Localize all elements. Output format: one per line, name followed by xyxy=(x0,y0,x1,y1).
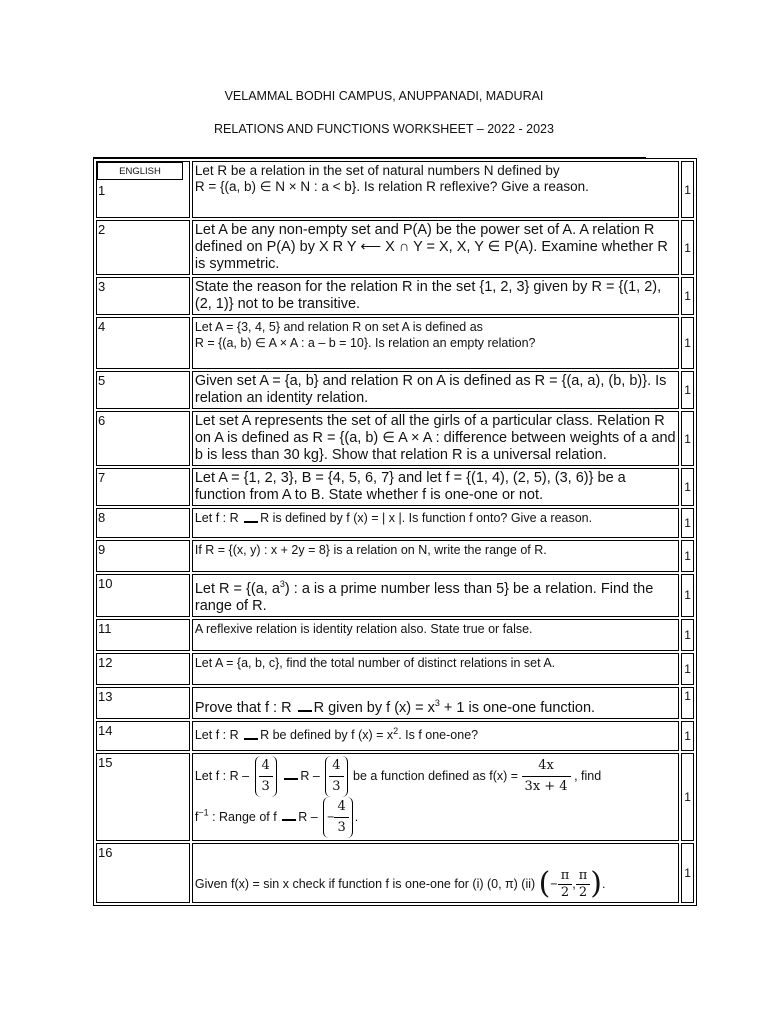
question-text: State the reason for the relation R in the set {1, 2, 3} given by R = {(1, 2), (2, 1)} not to be transitive. xyxy=(192,277,679,315)
marks: 1 xyxy=(681,468,694,506)
question-text: Prove that f : R R given by f $(x) = x^3 + 1$ is one-one function. xyxy=(192,687,679,719)
set-four-thirds: $\frac{4}{3}$ xyxy=(325,756,347,797)
table-row xyxy=(96,411,694,466)
table-row xyxy=(96,687,694,719)
marks: 1 xyxy=(681,721,694,751)
marks: 1 xyxy=(681,220,694,275)
questions-table xyxy=(93,158,697,906)
question-number: 11 xyxy=(96,619,190,651)
interval-close-paren: ) xyxy=(590,866,602,902)
question-text: Let f : R R be defined by f $(x) = x^2$. Is f one-one? xyxy=(192,721,679,751)
arrow-icon xyxy=(284,772,298,780)
marks: 1 xyxy=(681,653,694,685)
question-number: 10 xyxy=(96,574,190,617)
question-number: 7 xyxy=(96,468,190,506)
question-text: Let f : R – $\frac{4}{3}$ R – $\frac{4}{3}$ be a function defined as f(x) = $\frac{4x}{3x + 4}$ , find $f^{-1}$ : Range of f R – − $\frac{4}{3}$ . xyxy=(192,753,679,841)
arrow-icon xyxy=(298,704,312,712)
arrow-icon xyxy=(244,515,258,523)
marks: 1 xyxy=(681,753,694,841)
marks: 1 xyxy=(681,687,694,719)
question-number: 4 xyxy=(96,317,190,369)
table-row xyxy=(96,843,694,903)
question-text: Given set A = {a, b} and relation R on A is defined as R = {(a, a), (b, b)}. Is relation an identity relation. xyxy=(192,371,679,409)
question-text: Let R = {(a, $a^3$) : a is a prime number less than 5} be a relation. Find the range of R. xyxy=(192,574,679,617)
interval-open-paren: ( xyxy=(538,866,551,902)
table-row xyxy=(96,619,694,651)
table-row xyxy=(96,540,694,572)
school-name: VELAMMAL BODHI CAMPUS, ANUPPANADI, MADURAI xyxy=(224,89,544,103)
question-number: 5 xyxy=(96,371,190,409)
table-row xyxy=(96,317,694,369)
table-row xyxy=(96,468,694,506)
marks: 1 xyxy=(681,411,694,466)
question-number: 13 xyxy=(96,687,190,719)
arrow-icon xyxy=(282,813,296,821)
marks: 1 xyxy=(681,317,694,369)
question-number: ENGLISH 1 xyxy=(96,161,190,218)
question-number: 3 xyxy=(96,277,190,315)
question-text: Let f : R R is defined by f (x) = | x |. Is function f onto? Give a reason. xyxy=(192,508,679,538)
marks: 1 xyxy=(681,277,694,315)
question-text: A reflexive relation is identity relation also. State true or false. xyxy=(192,619,679,651)
question-number: 16 xyxy=(96,843,190,903)
table-row xyxy=(96,371,694,409)
question-number: 14 xyxy=(96,721,190,751)
marks: 1 xyxy=(681,371,694,409)
marks: 1 xyxy=(681,574,694,617)
table-row xyxy=(96,277,694,315)
marks: 1 xyxy=(681,540,694,572)
table-row xyxy=(96,653,694,685)
question-number: 8 xyxy=(96,508,190,538)
subject-box: ENGLISH xyxy=(97,162,183,180)
question-number: 6 xyxy=(96,411,190,466)
question-text: Let R be a relation in the set of natural numbers N defined by R = {(a, b) ∈ N × N : a < b}. Is relation R reflexive? Give a reason. xyxy=(192,161,679,218)
question-number: 12 xyxy=(96,653,190,685)
arrow-icon xyxy=(244,732,258,740)
question-number: 9 xyxy=(96,540,190,572)
marks: 1 xyxy=(681,619,694,651)
table-row xyxy=(96,220,694,275)
function-fraction: $\frac{4x}{3x + 4}$ xyxy=(522,756,571,797)
marks: 1 xyxy=(681,843,694,903)
marks: 1 xyxy=(681,508,694,538)
table-row xyxy=(96,508,694,538)
table-row xyxy=(96,574,694,617)
question-text: Let set A represents the set of all the girls of a particular class. Relation R on A is defined as R = {(a, b) ∈ A × A : difference between weights of a and b is less than 30 kg}. Show that relation R is a universal relation. xyxy=(192,411,679,466)
question-number: 2 xyxy=(96,220,190,275)
set-neg-four-thirds: − $\frac{4}{3}$ xyxy=(323,797,353,838)
question-text: Given f(x) = sin x check if function f is one-one for (i) (0, π) (ii) (− $\frac{\pi}{2}$ , $\frac{\pi}{2}$ ). xyxy=(192,843,679,903)
marks: 1 xyxy=(681,161,694,218)
set-four-thirds: $\frac{4}{3}$ xyxy=(255,756,277,797)
question-text: Let A = {a, b, c}, find the total number of distinct relations in set A. xyxy=(192,653,679,685)
question-text: If R = {(x, y) : x + 2y = 8} is a relation on N, write the range of R. xyxy=(192,540,679,572)
question-number: 15 xyxy=(96,753,190,841)
question-text: Let A = {3, 4, 5} and relation R on set A is defined as R = {(a, b) ∈ A × A : a – b = 10}. Is relation an empty relation? xyxy=(192,317,679,369)
table-row xyxy=(96,721,694,751)
question-text: Let A = {1, 2, 3}, B = {4, 5, 6, 7} and let f = {(1, 4), (2, 5), (3, 6)} be a function from A to B. State whether f is one-one or not. xyxy=(192,468,679,506)
table-row xyxy=(96,753,694,841)
table-row xyxy=(96,161,694,218)
worksheet-title: RELATIONS AND FUNCTIONS WORKSHEET – 2022 - 2023 xyxy=(214,122,554,136)
question-text: Let A be any non-empty set and P(A) be the power set of A. A relation R defined on P(A) by X R Y ⟵ X ∩ Y = X, X, Y ∈ P(A). Examine whether R is symmetric. xyxy=(192,220,679,275)
